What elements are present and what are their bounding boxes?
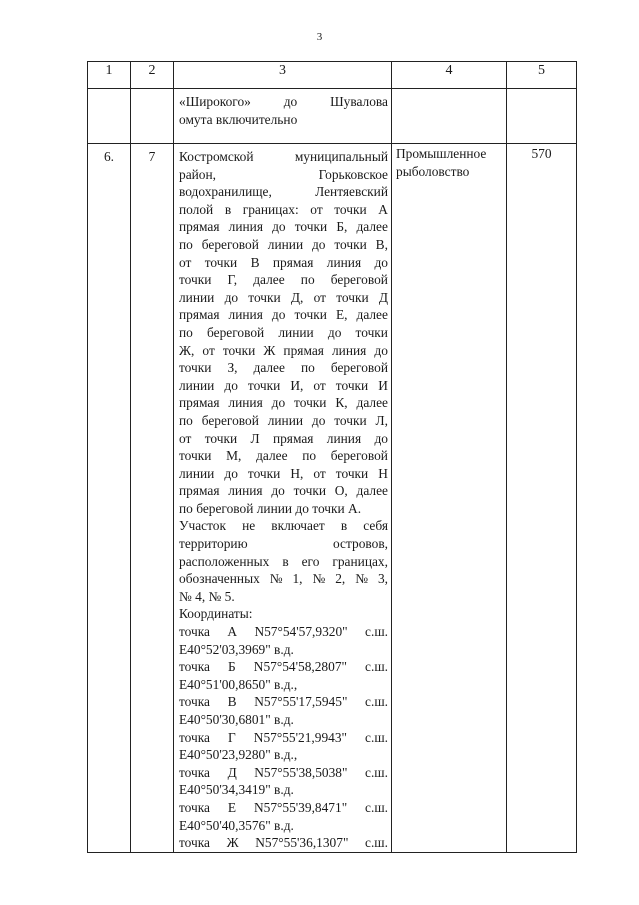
text-line: точка Е N57°55'39,8471" с.ш. [179, 799, 388, 815]
area-size-cell: 570 [507, 144, 577, 853]
text-line: точки Г, далее по береговой [179, 272, 388, 288]
text-line: Е40°50'23,9280" в.д., [179, 747, 298, 763]
text-line: Костромской муниципальный [179, 149, 388, 164]
text-line: по береговой линии до точки Л, [179, 412, 388, 428]
text-line: точка Б N57°54'58,2807" с.ш. [179, 659, 388, 675]
text-line: Е40°50'30,6801" в.д. [179, 712, 294, 727]
text-line: территорию островов, [179, 536, 388, 552]
text-line: по береговой линии до точки [179, 324, 388, 340]
area-description-cell [174, 89, 392, 144]
fishing-type-cell [392, 144, 507, 853]
text-line: линии до точки Д, от точки Д [179, 289, 388, 305]
row-index-cell: 6. [88, 144, 131, 853]
header-col-1: 1 [88, 62, 131, 89]
header-col-5: 5 [507, 62, 577, 89]
text-line: прямая линия до точки О, далее [179, 483, 388, 499]
text-line: Координаты: [179, 606, 253, 622]
text-line: омута включительно [179, 111, 298, 127]
text-line: прямая линия до точки Е, далее [179, 307, 388, 323]
area-description-cell [174, 144, 392, 853]
area-size-cell [507, 89, 577, 144]
row-number-cell: 7 [131, 144, 174, 853]
table-row [88, 144, 577, 853]
text-line: Е40°50'40,3576" в.д. [179, 817, 294, 833]
text-line: расположенных в его границах, [179, 553, 388, 569]
text-line: линии до точки И, от точки И [179, 377, 388, 393]
table-row [88, 89, 577, 144]
text-line: точка Ж N57°55'36,1307" с.ш. [179, 835, 388, 851]
header-col-2: 2 [131, 62, 174, 89]
fishing-areas-table [87, 61, 577, 853]
text-line: полой в границах: от точки А [179, 201, 388, 217]
text-line: по береговой линии до точки А. [179, 500, 362, 516]
fishing-type-cell [392, 89, 507, 144]
row-index-cell [88, 89, 131, 144]
text-line: линии до точки Н, от точки Н [179, 465, 388, 481]
text-line: точка Д N57°55'38,5038" с.ш. [179, 764, 388, 780]
text-line: прямая линия до точки Б, далее [179, 219, 388, 235]
text-line: по береговой линии до точки В, [179, 236, 388, 252]
header-row [88, 62, 577, 89]
text-line: район, Горьковское [179, 166, 388, 182]
row-number-cell [131, 89, 174, 144]
text-line: Ж, от точки Ж прямая линия до [179, 342, 388, 358]
text-line: от точки Л прямая линия до [179, 430, 388, 446]
text-line: Участок не включает в себя [179, 518, 388, 534]
text-line: Промышленное [396, 146, 487, 161]
text-line: точка В N57°55'17,5945" с.ш. [179, 694, 388, 710]
text-line: водохранилище, Лентяевский [179, 184, 388, 200]
text-line: Е40°51'00,8650" в.д., [179, 676, 298, 692]
text-line: прямая линия до точки К, далее [179, 395, 388, 411]
header-col-4: 4 [392, 62, 507, 89]
text-line: № 4, № 5. [179, 588, 235, 604]
text-line: рыболовство [396, 163, 470, 179]
text-line: от точки В прямая линия до [179, 254, 388, 270]
text-line: точки З, далее по береговой [179, 360, 388, 376]
text-line: Е40°50'34,3419" в.д. [179, 782, 294, 798]
page-number: 3 [316, 31, 323, 43]
text-line: «Широкого» до Шувалова [179, 94, 388, 109]
text-line: Е40°52'03,3969" в.д. [179, 641, 294, 657]
text-line: обозначенных № 1, № 2, № 3, [179, 571, 388, 587]
text-line: точки М, далее по береговой [179, 448, 388, 464]
header-col-3: 3 [174, 62, 392, 89]
text-line: точка А N57°54'57,9320" с.ш. [179, 624, 388, 640]
text-line: точка Г N57°55'21,9943" с.ш. [179, 729, 388, 745]
